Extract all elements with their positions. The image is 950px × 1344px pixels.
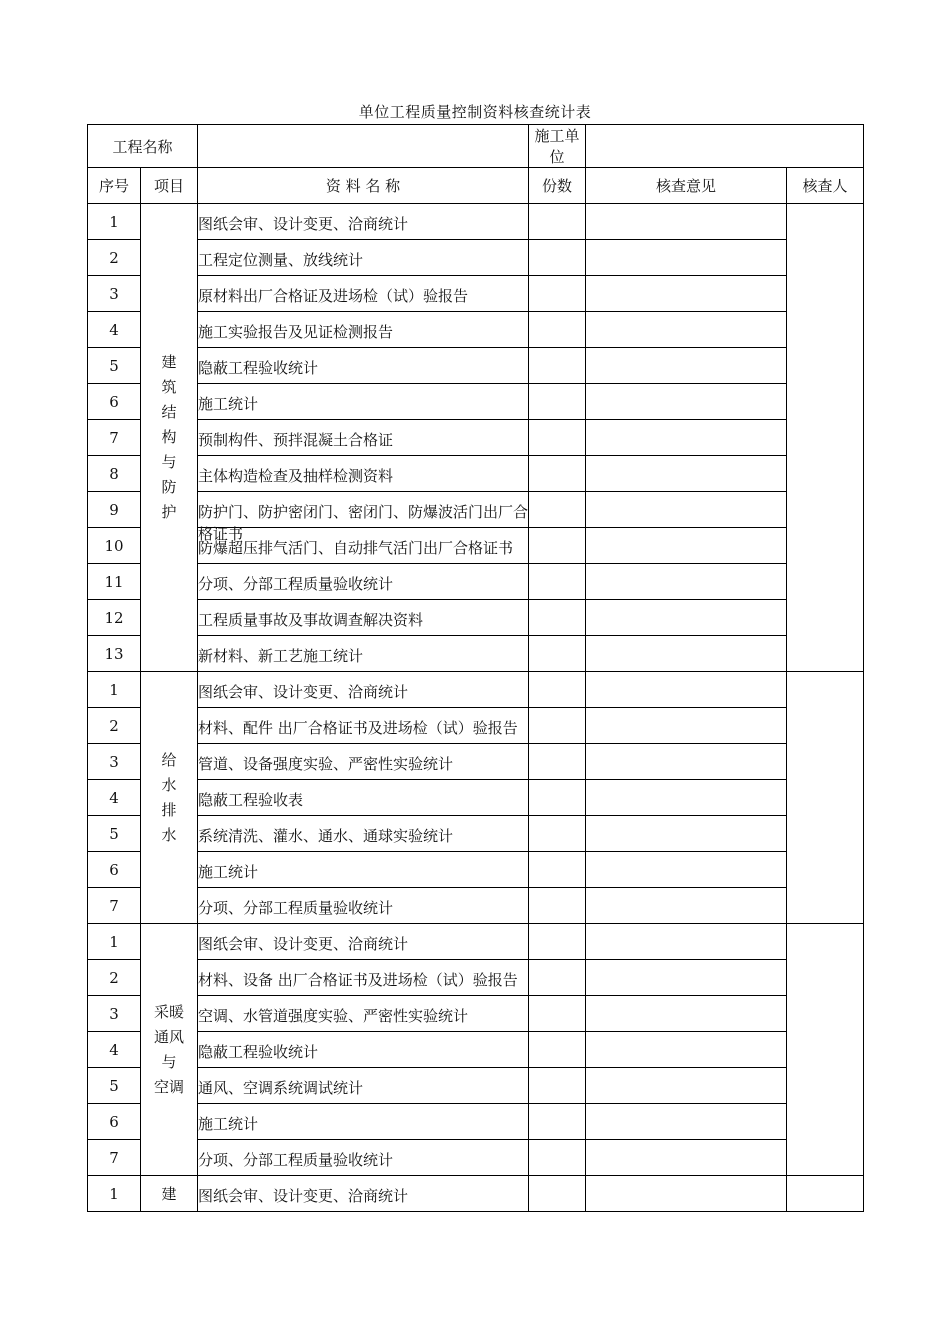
category-label: 建 [161,1185,177,1203]
checker-cell[interactable] [787,1176,864,1212]
table-row [88,1068,864,1104]
category-label: 构 [161,428,177,446]
header-row-project [88,125,864,168]
copies-cell[interactable] [529,708,586,744]
document-name-text: 隐蔽工程验收表 [198,790,304,809]
opinion-cell[interactable] [586,456,787,492]
opinion-cell[interactable] [586,204,787,240]
row-number: 13 [88,636,141,672]
category-label: 给 [161,750,177,769]
document-name [198,492,529,543]
table-row [88,312,864,348]
copies-cell[interactable] [529,600,586,636]
row-number: 7 [88,1140,141,1176]
table-row [88,276,864,312]
document-name [198,528,529,564]
opinion-cell[interactable] [586,852,787,888]
document-name-text: 工程定位测量、放线统计 [198,250,364,269]
category-label: 建 [161,353,177,371]
copies-cell[interactable] [529,492,586,528]
row-number: 4 [88,780,141,816]
inspection-table [87,124,864,1212]
category-cell [141,672,198,924]
document-name [198,744,529,780]
table-row [88,1176,864,1212]
document-name-text: 材料、配件 出厂合格证书及进场检（试）验报告 [198,718,518,737]
table-row [88,456,864,492]
table-row [88,204,864,240]
row-number: 3 [88,744,141,780]
col-copies-header: 份数 [529,168,586,204]
row-number: 1 [88,924,141,960]
row-number: 3 [88,996,141,1032]
category-cell [141,924,198,1176]
row-number: 5 [88,816,141,852]
table-row [88,420,864,456]
copies-cell[interactable] [529,276,586,312]
document-name [198,456,529,492]
opinion-cell[interactable] [586,1068,787,1104]
opinion-cell[interactable] [586,744,787,780]
document-name-text: 图纸会审、设计变更、洽商统计 [198,934,409,953]
document-title: 单位工程质量控制资料核查统计表 [358,103,592,121]
checker-cell[interactable] [787,204,864,672]
document-name-text: 主体构造检查及抽样检测资料 [198,466,394,485]
copies-cell[interactable] [529,816,586,852]
opinion-cell[interactable] [586,960,787,996]
table-row [88,600,864,636]
copies-cell[interactable] [529,1140,586,1176]
category-label: 采暖 [154,1002,185,1021]
opinion-cell[interactable] [586,384,787,420]
row-number: 5 [88,1068,141,1104]
copies-cell[interactable] [529,996,586,1032]
row-number: 2 [88,240,141,276]
checker-cell[interactable] [787,672,864,924]
document-name-text: 材料、设备 出厂合格证书及进场检（试）验报告 [198,970,518,989]
row-number: 6 [88,384,141,420]
row-number: 4 [88,1032,141,1068]
document-name-text: 防护门、防护密闭门、密闭门、防爆波活门出厂合格证书 [198,502,529,543]
project-name-value[interactable] [198,125,529,168]
opinion-cell[interactable] [586,348,787,384]
table-row [88,636,864,672]
table-row [88,816,864,852]
document-name-text: 分项、分部工程质量验收统计 [198,574,394,593]
category-label: 水 [161,825,177,844]
category-label: 通风 [154,1027,185,1046]
document-name [198,924,529,960]
table-row [88,960,864,996]
table-row [88,240,864,276]
table-row [88,888,864,924]
row-number: 1 [88,672,141,708]
table-row [88,1104,864,1140]
table-body [88,125,864,1212]
row-number: 7 [88,420,141,456]
col-item-header: 项目 [141,168,198,204]
opinion-cell[interactable] [586,276,787,312]
table-row [88,348,864,384]
table-row [88,1140,864,1176]
category-label: 护 [161,503,177,521]
document-name [198,312,529,348]
document-name [198,816,529,852]
opinion-cell[interactable] [586,816,787,852]
copies-cell[interactable] [529,672,586,708]
document-name-text: 原材料出厂合格证及进场检（试）验报告 [198,286,469,305]
category-label: 排 [161,800,177,819]
document-name [198,780,529,816]
opinion-cell[interactable] [586,492,787,528]
category-cell [141,204,198,672]
copies-cell[interactable] [529,420,586,456]
document-name-text: 分项、分部工程质量验收统计 [198,1150,394,1169]
category-label: 水 [161,775,177,794]
copies-cell[interactable] [529,240,586,276]
copies-cell[interactable] [529,852,586,888]
opinion-cell[interactable] [586,1104,787,1140]
contractor-value[interactable] [586,125,864,168]
document-name-text: 防爆超压排气活门、自动排气活门出厂合格证书 [198,538,514,557]
document-name-text: 空调、水管道强度实验、严密性实验统计 [198,1006,469,1025]
document-name-text: 施工统计 [198,862,259,881]
document-name [198,888,529,924]
opinion-cell[interactable] [586,1140,787,1176]
document-name-text: 施工统计 [198,394,259,413]
opinion-cell[interactable] [586,1176,787,1212]
document-name [198,276,529,312]
row-number: 8 [88,456,141,492]
opinion-cell[interactable] [586,564,787,600]
table-row [88,852,864,888]
contractor-label: 施工单位 [529,125,586,168]
copies-cell[interactable] [529,348,586,384]
document-name [198,348,529,384]
document-name-text: 通风、空调系统调试统计 [198,1078,364,1097]
row-number: 4 [88,312,141,348]
document-name [198,996,529,1032]
document-name [198,600,529,636]
table-row [88,1032,864,1068]
copies-cell[interactable] [529,636,586,672]
document-name-text: 图纸会审、设计变更、洽商统计 [198,682,409,701]
category-label: 防 [161,478,177,496]
col-opinion-header: 核查意见 [586,168,787,204]
opinion-cell[interactable] [586,240,787,276]
row-number: 1 [88,204,141,240]
table-row [88,492,864,528]
col-seq-header: 序号 [88,168,141,204]
document-name [198,1140,529,1176]
project-name-label: 工程名称 [88,125,198,168]
copies-cell[interactable] [529,780,586,816]
document-name [198,564,529,600]
document-name-text: 隐蔽工程验收统计 [198,1042,319,1061]
category-label: 与 [161,1052,177,1071]
document-name [198,384,529,420]
table-row [88,384,864,420]
copies-cell[interactable] [529,924,586,960]
row-number: 1 [88,1176,141,1212]
copies-cell[interactable] [529,564,586,600]
copies-cell[interactable] [529,456,586,492]
document-name-text: 图纸会审、设计变更、洽商统计 [198,214,409,233]
table-row [88,708,864,744]
copies-cell[interactable] [529,1032,586,1068]
copies-cell[interactable] [529,384,586,420]
opinion-cell[interactable] [586,924,787,960]
col-name-header: 资 料 名 称 [198,168,529,204]
document-name [198,204,529,240]
document-name-text: 施工统计 [198,1114,259,1133]
column-header-row [88,168,864,204]
opinion-cell[interactable] [586,708,787,744]
copies-cell[interactable] [529,204,586,240]
document-name [198,240,529,276]
row-number: 6 [88,1104,141,1140]
document-name-text: 系统清洗、灌水、通水、通球实验统计 [198,826,454,845]
document-name [198,636,529,672]
table-row [88,924,864,960]
opinion-cell[interactable] [586,888,787,924]
col-checker-header: 核查人 [787,168,864,204]
document-name-text: 隐蔽工程验收统计 [198,358,319,377]
document-name-text: 预制构件、预拌混凝土合格证 [198,430,394,449]
document-name [198,852,529,888]
row-number: 3 [88,276,141,312]
opinion-cell[interactable] [586,636,787,672]
category-label: 结 [161,403,177,421]
row-number: 7 [88,888,141,924]
copies-cell[interactable] [529,888,586,924]
document-name-text: 工程质量事故及事故调查解决资料 [198,610,424,629]
document-name [198,960,529,996]
opinion-cell[interactable] [586,528,787,564]
opinion-cell[interactable] [586,600,787,636]
document-name-text: 图纸会审、设计变更、洽商统计 [198,1186,409,1205]
row-number: 9 [88,492,141,528]
document-name-text: 施工实验报告及见证检测报告 [198,322,394,341]
document-name [198,1032,529,1068]
copies-cell[interactable] [529,1104,586,1140]
copies-cell[interactable] [529,960,586,996]
opinion-cell[interactable] [586,420,787,456]
row-number: 10 [88,528,141,564]
category-cell [141,1176,198,1212]
document-name [198,1068,529,1104]
opinion-cell[interactable] [586,996,787,1032]
document-name [198,1104,529,1140]
opinion-cell[interactable] [586,1032,787,1068]
category-label: 筑 [161,378,177,396]
copies-cell[interactable] [529,1068,586,1104]
table-row [88,744,864,780]
opinion-cell[interactable] [586,780,787,816]
document-name [198,1176,529,1212]
document-name-text: 管道、设备强度实验、严密性实验统计 [198,754,454,773]
checker-cell[interactable] [787,924,864,1176]
copies-cell[interactable] [529,312,586,348]
copies-cell[interactable] [529,744,586,780]
row-number: 5 [88,348,141,384]
table-row [88,780,864,816]
document-name-text: 分项、分部工程质量验收统计 [198,898,394,917]
row-number: 6 [88,852,141,888]
category-label: 与 [161,453,177,471]
row-number: 12 [88,600,141,636]
category-label: 空调 [154,1077,185,1096]
row-number: 11 [88,564,141,600]
copies-cell[interactable] [529,1176,586,1212]
copies-cell[interactable] [529,528,586,564]
table-row [88,564,864,600]
opinion-cell[interactable] [586,312,787,348]
opinion-cell[interactable] [586,672,787,708]
document-name [198,420,529,456]
table-row [88,672,864,708]
document-name [198,672,529,708]
document-name [198,708,529,744]
row-number: 2 [88,708,141,744]
row-number: 2 [88,960,141,996]
document-name-text: 新材料、新工艺施工统计 [198,646,364,665]
table-row [88,996,864,1032]
